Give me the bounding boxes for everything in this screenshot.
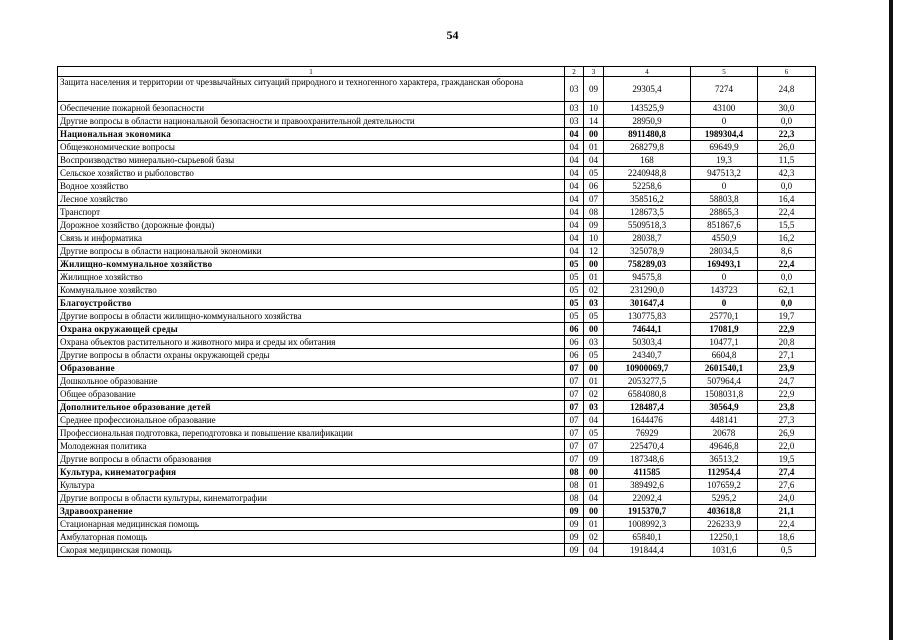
- row-subsection-cell: 03: [584, 401, 604, 414]
- table-row: [58, 544, 816, 557]
- row-name-cell: Общее образование: [58, 388, 565, 401]
- row-name-cell: Амбулаторная помощь: [58, 531, 565, 544]
- row-actual-value-cell: 25770,1: [691, 310, 758, 323]
- row-name-cell: Дошкольное образование: [58, 375, 565, 388]
- table-header-row: [58, 67, 816, 77]
- row-planned-value-cell: 1915370,7: [604, 505, 691, 518]
- row-subsection-cell: 12: [584, 245, 604, 258]
- row-actual-value-cell: 28865,3: [691, 206, 758, 219]
- table-row: [58, 388, 816, 401]
- row-name-cell: Профессиональная подготовка, переподготовка и повышение квалификации: [58, 427, 565, 440]
- row-percent-cell: 62,1: [758, 284, 816, 297]
- row-percent-cell: 22,0: [758, 440, 816, 453]
- row-actual-value-cell: 69649,9: [691, 141, 758, 154]
- row-subsection-cell: 05: [584, 349, 604, 362]
- row-planned-value-cell: 191844,4: [604, 544, 691, 557]
- row-actual-value-cell: 112954,4: [691, 466, 758, 479]
- row-planned-value-cell: 10900069,7: [604, 362, 691, 375]
- row-name-cell: Защита населения и территории от чрезвычайных ситуаций природного и техногенного характера, гражданская оборона: [58, 77, 565, 102]
- row-subsection-cell: 01: [584, 479, 604, 492]
- row-section-cell: 05: [565, 297, 584, 310]
- row-name-cell: Другие вопросы в области образования: [58, 453, 565, 466]
- row-section-cell: 05: [565, 258, 584, 271]
- row-name-cell: Другие вопросы в области культуры, кинематографии: [58, 492, 565, 505]
- row-percent-cell: 27,3: [758, 414, 816, 427]
- row-subsection-cell: 02: [584, 531, 604, 544]
- row-actual-value-cell: 28034,5: [691, 245, 758, 258]
- row-section-cell: 07: [565, 375, 584, 388]
- row-subsection-cell: 04: [584, 544, 604, 557]
- row-planned-value-cell: 29305,4: [604, 77, 691, 102]
- table-row: [58, 193, 816, 206]
- row-name-cell: Связь и информатика: [58, 232, 565, 245]
- row-name-cell: Молодежная политика: [58, 440, 565, 453]
- row-name-cell: Культура, кинематография: [58, 466, 565, 479]
- row-subsection-cell: 07: [584, 440, 604, 453]
- row-section-cell: 04: [565, 141, 584, 154]
- table-body: [58, 67, 816, 557]
- row-actual-value-cell: 1989304,4: [691, 128, 758, 141]
- table-row: [58, 427, 816, 440]
- row-subsection-cell: 02: [584, 284, 604, 297]
- row-name-cell: Среднее профессиональное образование: [58, 414, 565, 427]
- row-actual-value-cell: 403618,8: [691, 505, 758, 518]
- row-planned-value-cell: 65840,1: [604, 531, 691, 544]
- row-section-cell: 07: [565, 453, 584, 466]
- row-subsection-cell: 05: [584, 167, 604, 180]
- table-row: [58, 167, 816, 180]
- row-name-cell: Образование: [58, 362, 565, 375]
- row-actual-value-cell: 17081,9: [691, 323, 758, 336]
- row-percent-cell: 20,8: [758, 336, 816, 349]
- row-name-cell: Другие вопросы в области охраны окружающей среды: [58, 349, 565, 362]
- row-actual-value-cell: 10477,1: [691, 336, 758, 349]
- row-planned-value-cell: 325078,9: [604, 245, 691, 258]
- row-percent-cell: 15,5: [758, 219, 816, 232]
- row-percent-cell: 18,6: [758, 531, 816, 544]
- row-section-cell: 05: [565, 284, 584, 297]
- row-name-cell: Культура: [58, 479, 565, 492]
- scan-edge-line: [889, 0, 893, 640]
- row-planned-value-cell: 52258,6: [604, 180, 691, 193]
- row-section-cell: 04: [565, 206, 584, 219]
- table-row: [58, 414, 816, 427]
- row-subsection-cell: 00: [584, 362, 604, 375]
- row-planned-value-cell: 28950,9: [604, 115, 691, 128]
- row-name-cell: Транспорт: [58, 206, 565, 219]
- row-subsection-cell: 02: [584, 388, 604, 401]
- row-section-cell: 05: [565, 271, 584, 284]
- row-subsection-cell: 00: [584, 323, 604, 336]
- row-percent-cell: 0,0: [758, 115, 816, 128]
- page-number: 54: [446, 28, 459, 42]
- row-actual-value-cell: 7274: [691, 77, 758, 102]
- row-section-cell: 07: [565, 427, 584, 440]
- row-subsection-cell: 14: [584, 115, 604, 128]
- row-section-cell: 05: [565, 310, 584, 323]
- row-actual-value-cell: 4550,9: [691, 232, 758, 245]
- row-name-cell: Обеспечение пожарной безопасности: [58, 102, 565, 115]
- row-name-cell: Другие вопросы в области жилищно-коммунального хозяйства: [58, 310, 565, 323]
- row-name-cell: Дорожное хозяйство (дорожные фонды): [58, 219, 565, 232]
- table-row: [58, 258, 816, 271]
- row-percent-cell: 22,4: [758, 206, 816, 219]
- row-section-cell: 09: [565, 518, 584, 531]
- row-subsection-cell: 04: [584, 154, 604, 167]
- row-percent-cell: 16,4: [758, 193, 816, 206]
- table-row: [58, 245, 816, 258]
- row-name-cell: Охрана объектов растительного и животного мира и среды их обитания: [58, 336, 565, 349]
- row-subsection-cell: 04: [584, 414, 604, 427]
- row-name-cell: Благоустройство: [58, 297, 565, 310]
- row-planned-value-cell: 2053277,5: [604, 375, 691, 388]
- row-section-cell: 06: [565, 349, 584, 362]
- row-planned-value-cell: 22092,4: [604, 492, 691, 505]
- header-cell: 3: [584, 67, 604, 77]
- row-percent-cell: 42,3: [758, 167, 816, 180]
- row-planned-value-cell: 6584080,8: [604, 388, 691, 401]
- row-percent-cell: 0,5: [758, 544, 816, 557]
- row-planned-value-cell: 225470,4: [604, 440, 691, 453]
- row-subsection-cell: 08: [584, 206, 604, 219]
- table-row: [58, 401, 816, 414]
- table-row: [58, 323, 816, 336]
- table-row: [58, 336, 816, 349]
- header-cell: 1: [58, 67, 565, 77]
- row-percent-cell: 22,9: [758, 323, 816, 336]
- row-section-cell: 03: [565, 77, 584, 102]
- table-row: [58, 271, 816, 284]
- row-section-cell: 04: [565, 219, 584, 232]
- row-planned-value-cell: 143525,9: [604, 102, 691, 115]
- row-planned-value-cell: 1008992,3: [604, 518, 691, 531]
- row-section-cell: 04: [565, 180, 584, 193]
- table-row: [58, 297, 816, 310]
- table-row: [58, 128, 816, 141]
- row-section-cell: 04: [565, 193, 584, 206]
- row-planned-value-cell: 187348,6: [604, 453, 691, 466]
- row-percent-cell: 0,0: [758, 180, 816, 193]
- table-row: [58, 518, 816, 531]
- row-name-cell: Стационарная медицинская помощь: [58, 518, 565, 531]
- row-planned-value-cell: 411585: [604, 466, 691, 479]
- row-name-cell: Охрана окружающей среды: [58, 323, 565, 336]
- row-percent-cell: 22,4: [758, 518, 816, 531]
- row-actual-value-cell: 143723: [691, 284, 758, 297]
- row-name-cell: Лесное хозяйство: [58, 193, 565, 206]
- row-percent-cell: 30,0: [758, 102, 816, 115]
- row-subsection-cell: 00: [584, 128, 604, 141]
- row-planned-value-cell: 128487,4: [604, 401, 691, 414]
- row-actual-value-cell: 30564,9: [691, 401, 758, 414]
- header-cell: 2: [565, 67, 584, 77]
- row-percent-cell: 19,7: [758, 310, 816, 323]
- row-subsection-cell: 09: [584, 77, 604, 102]
- row-actual-value-cell: 1031,6: [691, 544, 758, 557]
- table-row: [58, 102, 816, 115]
- row-subsection-cell: 03: [584, 336, 604, 349]
- row-subsection-cell: 00: [584, 258, 604, 271]
- row-actual-value-cell: 43100: [691, 102, 758, 115]
- row-name-cell: Другие вопросы в области национальной безопасности и правоохранительной деятельности: [58, 115, 565, 128]
- table-row: [58, 284, 816, 297]
- row-actual-value-cell: 947513,2: [691, 167, 758, 180]
- row-subsection-cell: 03: [584, 297, 604, 310]
- row-actual-value-cell: 6604,8: [691, 349, 758, 362]
- row-actual-value-cell: 507964,4: [691, 375, 758, 388]
- row-actual-value-cell: 1508031,8: [691, 388, 758, 401]
- row-percent-cell: 22,9: [758, 388, 816, 401]
- header-cell: 6: [758, 67, 816, 77]
- row-section-cell: 04: [565, 128, 584, 141]
- table-row: [58, 219, 816, 232]
- table-row: [58, 310, 816, 323]
- row-actual-value-cell: 19,3: [691, 154, 758, 167]
- row-section-cell: 09: [565, 531, 584, 544]
- row-subsection-cell: 01: [584, 271, 604, 284]
- row-section-cell: 07: [565, 388, 584, 401]
- row-actual-value-cell: 0: [691, 297, 758, 310]
- table-row: [58, 375, 816, 388]
- row-subsection-cell: 09: [584, 453, 604, 466]
- row-subsection-cell: 04: [584, 492, 604, 505]
- row-section-cell: 07: [565, 362, 584, 375]
- table-row: [58, 466, 816, 479]
- row-percent-cell: 22,3: [758, 128, 816, 141]
- row-section-cell: 07: [565, 440, 584, 453]
- row-planned-value-cell: 76929: [604, 427, 691, 440]
- table-row: [58, 141, 816, 154]
- row-section-cell: 07: [565, 414, 584, 427]
- row-planned-value-cell: 301647,4: [604, 297, 691, 310]
- row-section-cell: 08: [565, 479, 584, 492]
- row-subsection-cell: 10: [584, 232, 604, 245]
- header-cell: 4: [604, 67, 691, 77]
- row-name-cell: Национальная экономика: [58, 128, 565, 141]
- row-percent-cell: 24,8: [758, 77, 816, 102]
- row-percent-cell: 27,6: [758, 479, 816, 492]
- row-planned-value-cell: 268279,8: [604, 141, 691, 154]
- row-planned-value-cell: 74644,1: [604, 323, 691, 336]
- row-percent-cell: 27,1: [758, 349, 816, 362]
- table-row: [58, 349, 816, 362]
- row-percent-cell: 19,5: [758, 453, 816, 466]
- row-section-cell: 03: [565, 102, 584, 115]
- row-percent-cell: 26,9: [758, 427, 816, 440]
- row-percent-cell: 22,4: [758, 258, 816, 271]
- row-name-cell: Общеэкономические вопросы: [58, 141, 565, 154]
- table-row: [58, 505, 816, 518]
- row-section-cell: 03: [565, 115, 584, 128]
- row-section-cell: 08: [565, 492, 584, 505]
- row-actual-value-cell: 2601540,1: [691, 362, 758, 375]
- row-planned-value-cell: 5509518,3: [604, 219, 691, 232]
- row-name-cell: Сельское хозяйство и рыболовство: [58, 167, 565, 180]
- row-subsection-cell: 01: [584, 141, 604, 154]
- table-row: [58, 531, 816, 544]
- table-row: [58, 440, 816, 453]
- row-subsection-cell: 00: [584, 466, 604, 479]
- row-actual-value-cell: 12250,1: [691, 531, 758, 544]
- row-subsection-cell: 01: [584, 518, 604, 531]
- row-actual-value-cell: 5295,2: [691, 492, 758, 505]
- row-percent-cell: 24,0: [758, 492, 816, 505]
- row-name-cell: Жилищное хозяйство: [58, 271, 565, 284]
- table-row: [58, 453, 816, 466]
- row-actual-value-cell: 448141: [691, 414, 758, 427]
- row-section-cell: 06: [565, 323, 584, 336]
- row-percent-cell: 8,6: [758, 245, 816, 258]
- table-row: [58, 77, 816, 102]
- row-percent-cell: 21,1: [758, 505, 816, 518]
- row-planned-value-cell: 758289,03: [604, 258, 691, 271]
- row-planned-value-cell: 1644476: [604, 414, 691, 427]
- row-section-cell: 09: [565, 544, 584, 557]
- row-actual-value-cell: 0: [691, 180, 758, 193]
- row-planned-value-cell: 358516,2: [604, 193, 691, 206]
- row-planned-value-cell: 130775,83: [604, 310, 691, 323]
- row-subsection-cell: 06: [584, 180, 604, 193]
- table-row: [58, 154, 816, 167]
- row-name-cell: Здравоохранение: [58, 505, 565, 518]
- row-actual-value-cell: 0: [691, 271, 758, 284]
- row-name-cell: Водное хозяйство: [58, 180, 565, 193]
- row-actual-value-cell: 169493,1: [691, 258, 758, 271]
- row-actual-value-cell: 226233,9: [691, 518, 758, 531]
- row-subsection-cell: 05: [584, 427, 604, 440]
- row-actual-value-cell: 20678: [691, 427, 758, 440]
- row-planned-value-cell: 231290,0: [604, 284, 691, 297]
- row-subsection-cell: 00: [584, 505, 604, 518]
- row-name-cell: Дополнительное образование детей: [58, 401, 565, 414]
- row-planned-value-cell: 8911480,8: [604, 128, 691, 141]
- row-actual-value-cell: 36513,2: [691, 453, 758, 466]
- row-planned-value-cell: 94575,8: [604, 271, 691, 284]
- row-percent-cell: 23,8: [758, 401, 816, 414]
- row-name-cell: Другие вопросы в области национальной экономики: [58, 245, 565, 258]
- row-percent-cell: 23,9: [758, 362, 816, 375]
- row-planned-value-cell: 2240948,8: [604, 167, 691, 180]
- table-row: [58, 180, 816, 193]
- row-section-cell: 04: [565, 245, 584, 258]
- row-section-cell: 08: [565, 466, 584, 479]
- row-actual-value-cell: 0: [691, 115, 758, 128]
- table-row: [58, 492, 816, 505]
- row-percent-cell: 11,5: [758, 154, 816, 167]
- row-actual-value-cell: 58803,8: [691, 193, 758, 206]
- row-name-cell: Жилищно-коммунальное хозяйство: [58, 258, 565, 271]
- budget-table: [57, 66, 816, 557]
- row-percent-cell: 24,7: [758, 375, 816, 388]
- table-row: [58, 115, 816, 128]
- row-planned-value-cell: 168: [604, 154, 691, 167]
- row-subsection-cell: 09: [584, 219, 604, 232]
- row-name-cell: Коммунальное хозяйство: [58, 284, 565, 297]
- header-cell: 5: [691, 67, 758, 77]
- row-planned-value-cell: 28038,7: [604, 232, 691, 245]
- row-subsection-cell: 05: [584, 310, 604, 323]
- row-percent-cell: 0,0: [758, 297, 816, 310]
- row-percent-cell: 27,4: [758, 466, 816, 479]
- row-section-cell: 06: [565, 336, 584, 349]
- row-section-cell: 04: [565, 154, 584, 167]
- row-planned-value-cell: 50303,4: [604, 336, 691, 349]
- row-actual-value-cell: 49646,8: [691, 440, 758, 453]
- row-actual-value-cell: 851867,6: [691, 219, 758, 232]
- row-actual-value-cell: 107659,2: [691, 479, 758, 492]
- row-subsection-cell: 01: [584, 375, 604, 388]
- row-name-cell: Скорая медицинская помощь: [58, 544, 565, 557]
- table-row: [58, 206, 816, 219]
- row-name-cell: Воспроизводство минерально-сырьевой базы: [58, 154, 565, 167]
- row-percent-cell: 26,0: [758, 141, 816, 154]
- row-subsection-cell: 10: [584, 102, 604, 115]
- row-section-cell: 04: [565, 232, 584, 245]
- row-percent-cell: 0,0: [758, 271, 816, 284]
- table-row: [58, 362, 816, 375]
- row-percent-cell: 16,2: [758, 232, 816, 245]
- table-row: [58, 479, 816, 492]
- table-row: [58, 232, 816, 245]
- row-section-cell: 07: [565, 401, 584, 414]
- row-planned-value-cell: 389492,6: [604, 479, 691, 492]
- row-section-cell: 04: [565, 167, 584, 180]
- row-planned-value-cell: 24340,7: [604, 349, 691, 362]
- row-subsection-cell: 07: [584, 193, 604, 206]
- row-section-cell: 09: [565, 505, 584, 518]
- row-planned-value-cell: 128673,5: [604, 206, 691, 219]
